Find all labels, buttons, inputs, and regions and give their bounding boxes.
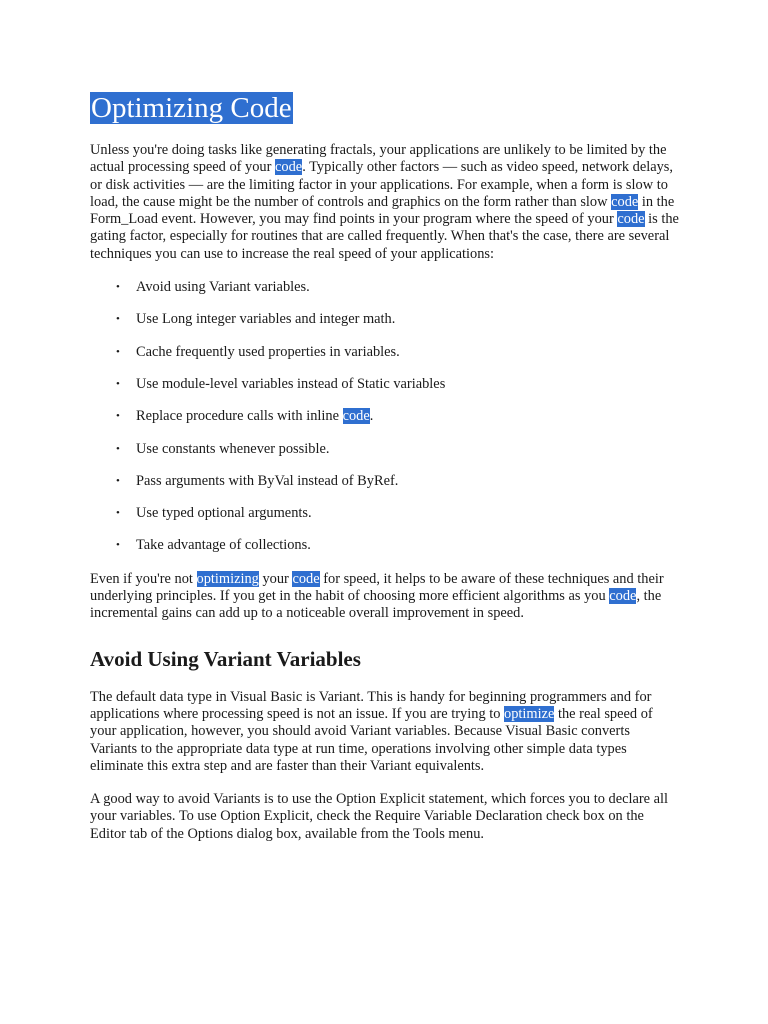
bullet-icon: • <box>116 377 120 390</box>
intro-text-3: in the Form_Load event. However, you may find points in your program where the speed of your <box>90 193 675 228</box>
summary-text-2: your <box>258 570 293 587</box>
list-item-text: Take advantage of collections. <box>136 537 311 554</box>
section-paragraph-2: A good way to avoid Variants is to use the Option Explicit statement, which forces you to declare all your variables. To use Option Explicit, check the Require Variable Declaration check box on the Editor tab of the Options dialog box, available from the Tools menu. <box>90 791 669 842</box>
summary-text-4: , the incremental gains can add up to a noticeable overall improvement in speed. <box>90 588 662 622</box>
list-item-text: Avoid using Variant variables. <box>136 279 310 296</box>
search-highlight: optimize <box>504 705 555 722</box>
bullet-icon: • <box>116 345 120 358</box>
bullet-icon: • <box>116 313 120 326</box>
list-item <box>116 537 680 554</box>
bullet-icon: • <box>116 281 120 294</box>
list-item <box>116 472 680 490</box>
list-item <box>116 311 680 328</box>
title-highlight: Optimizing Code <box>91 92 292 124</box>
intro-paragraph <box>90 142 680 263</box>
list-item <box>116 343 680 361</box>
search-highlight: code <box>609 588 637 605</box>
summary-paragraph <box>90 571 680 623</box>
list-item-text: Use module-level variables instead of Static variables <box>136 375 446 392</box>
list-item <box>116 505 680 522</box>
summary-text-3: for speed, it helps to be aware of these techniques and their underlying principles. If you get in the habit of choosing more efficient algorithms as you <box>90 570 664 605</box>
document-content <box>90 90 680 859</box>
bullet-icon: • <box>116 410 120 423</box>
search-highlight: code <box>292 570 320 587</box>
page-title <box>90 90 680 126</box>
list-item <box>116 440 680 458</box>
section-text-2: the real speed of your application, however, you should avoid Variant variables. Because Visual Basic converts Variants to the appropriate data type at run time, operations involving other simple data types eliminate this extra step and are faster than their Variant equivalents. <box>90 705 653 774</box>
list-item-text: Use typed optional arguments. <box>136 505 312 522</box>
bullet-icon: • <box>116 507 120 520</box>
intro-text-1: Unless you're doing tasks like generating fractals, your applications are unlikely to be limited by the actual processing speed of your <box>90 142 667 176</box>
list-item-text: Use constants whenever possible. <box>136 440 330 457</box>
intro-text-4: is the gating factor, especially for routines that are called frequently. When that's the case, there are several techniques you can use to increase the real speed of your applications: <box>90 211 679 262</box>
search-highlight: code <box>275 159 303 176</box>
list-item <box>116 279 680 296</box>
list-item-text: Cache frequently used properties in variables. <box>136 343 400 360</box>
section-heading: Avoid Using Variant Variables <box>90 646 361 671</box>
search-highlight: code <box>617 211 645 228</box>
list-item <box>116 375 680 393</box>
bullet-icon: • <box>116 442 120 455</box>
list-item-text: Pass arguments with ByVal instead of ByRef. <box>136 472 399 489</box>
section-paragraph-1 <box>90 689 680 775</box>
search-highlight: code <box>342 408 370 425</box>
list-item-text: Replace procedure calls with inline <box>136 408 343 425</box>
list-item-text-end: . <box>369 408 374 425</box>
techniques-list <box>90 279 680 555</box>
bullet-icon: • <box>116 539 120 552</box>
list-item <box>116 408 680 425</box>
bullet-icon: • <box>116 474 120 487</box>
section-text-1: The default data type in Visual Basic is Variant. This is handy for beginning programmers and for applications where processing speed is not an issue. If you are trying to <box>90 688 652 722</box>
summary-text-1: Even if you're not <box>90 570 197 587</box>
search-highlight: code <box>611 193 639 210</box>
search-highlight: optimizing <box>196 570 259 587</box>
list-item-text: Use Long integer variables and integer math. <box>136 311 396 328</box>
intro-text-2: . Typically other factors — such as video speed, network delays, or disk activities — are the limiting factor in your applications. For example, when a form is slow to load, the cause might be the number of controls and graphics on the form rather than slow <box>90 159 673 210</box>
